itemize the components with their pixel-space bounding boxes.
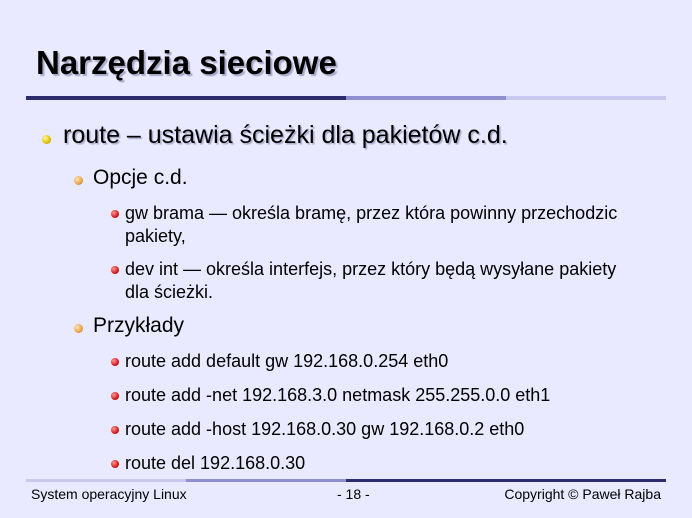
options-bullet (74, 166, 188, 190)
title-rule-dark (26, 96, 346, 100)
footer-rule-dark (346, 479, 666, 482)
title-rule-mid (346, 96, 506, 100)
example-item-text: route add -net 192.168.3.0 netmask 255.255.0.0 eth1 (125, 385, 551, 405)
footer-course: System operacyjny Linux (31, 486, 187, 502)
examples-bullet (74, 314, 184, 338)
example-item (111, 452, 305, 475)
bullet-dot-icon (74, 176, 83, 185)
example-item-text: route add -host 192.168.0.30 gw 192.168.0.2 eth0 (125, 419, 525, 439)
bullet-dot-icon (111, 392, 119, 400)
example-item (111, 418, 524, 441)
example-item-text: route del 192.168.0.30 (125, 453, 306, 473)
example-item-text: route add default gw 192.168.0.254 eth0 (125, 351, 449, 371)
title-rule-light (506, 96, 666, 100)
footer-copyright: Copyright © Paweł Rajba (504, 486, 661, 502)
example-item (111, 384, 550, 407)
bullet-dot-icon (111, 426, 119, 434)
main-bullet-text: route – ustawia ścieżki dla pakietów c.d. (63, 121, 508, 149)
footer-page-number: - 18 - (337, 486, 370, 502)
footer-rule-light (26, 479, 186, 482)
bullet-dot-icon (74, 324, 83, 333)
bullet-dot-icon (111, 210, 119, 218)
option-item-text: dev int — określa interfejs, przez który będą wysyłane pakiety dla ścieżki. (125, 259, 617, 302)
footer-rule-mid (186, 479, 346, 482)
bullet-dot-icon (111, 460, 119, 468)
example-item (111, 350, 448, 373)
main-bullet (42, 121, 508, 150)
slide-title: Narzędzia sieciowe (36, 44, 337, 81)
option-item-text: gw brama — określa bramę, przez która powinny przechodzic pakiety, (125, 203, 618, 246)
options-label: Opcje c.d. (93, 166, 188, 189)
bullet-dot-icon (111, 266, 119, 274)
bullet-dot-icon (111, 358, 119, 366)
option-item (111, 202, 645, 248)
option-item (111, 258, 645, 304)
examples-label: Przykłady (93, 314, 185, 337)
bullet-dot-icon (42, 135, 51, 144)
